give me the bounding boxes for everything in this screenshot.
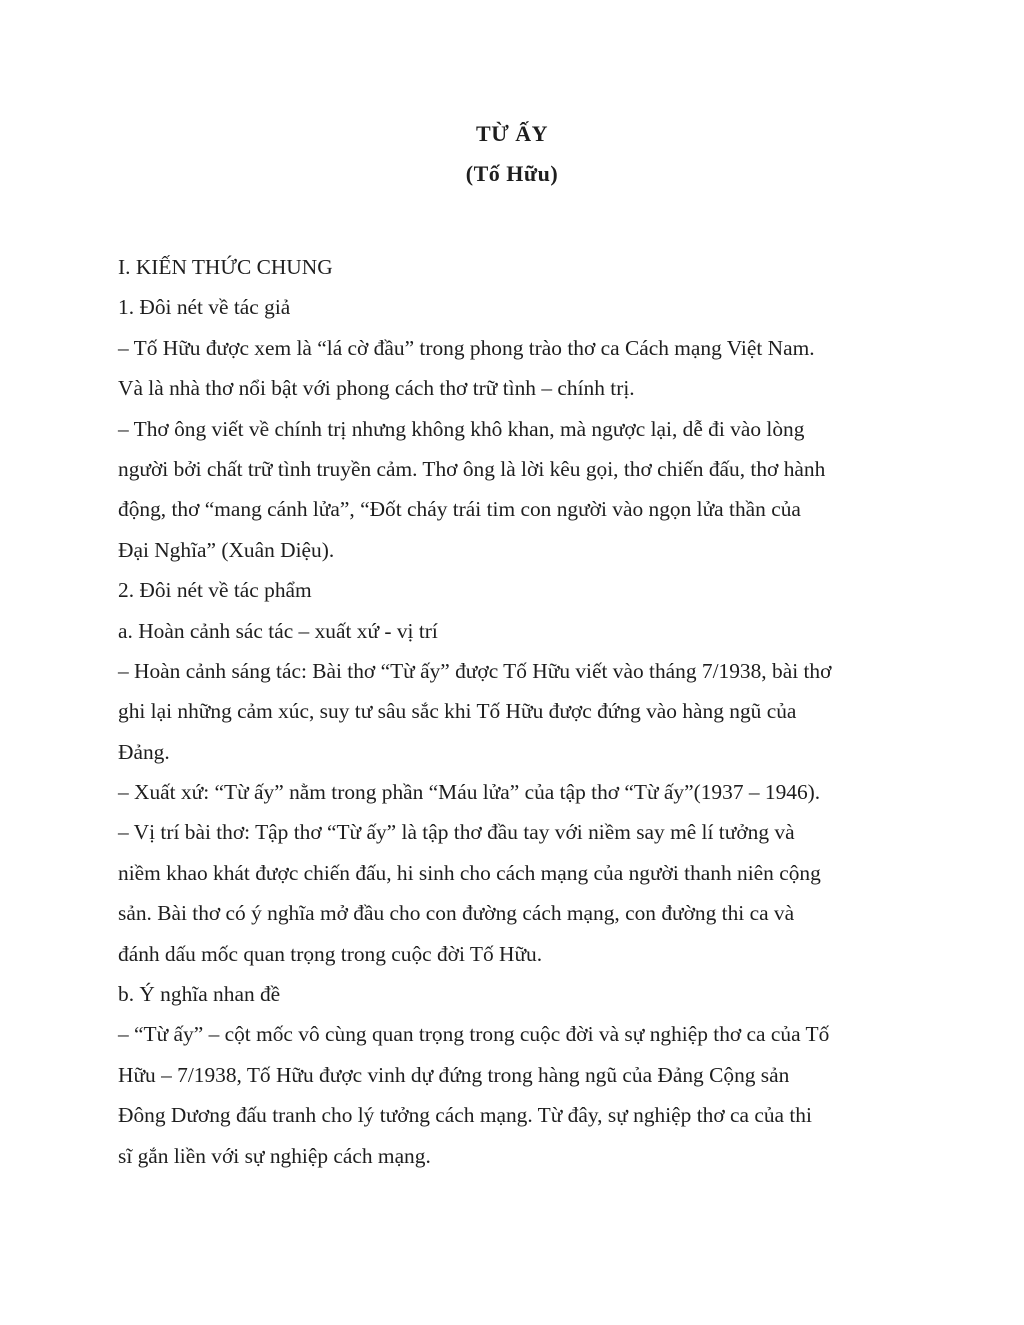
paragraph-line: – Thơ ông viết về chính trị nhưng không khô khan, mà ngược lại, dễ đi vào lòng	[118, 416, 805, 441]
subsection-heading: a. Hoàn cảnh sác tác – xuất xứ - vị trí	[118, 618, 438, 643]
paragraph-line: Và là nhà thơ nổi bật với phong cách thơ trữ tình – chính trị.	[118, 376, 635, 401]
paragraph-line: ghi lại những cảm xúc, suy tư sâu sắc khi Tố Hữu được đứng vào hàng ngũ của	[118, 699, 797, 724]
subsection-heading: b. Ý nghĩa nhan đề	[118, 982, 281, 1007]
paragraph-line: Hữu – 7/1938, Tố Hữu được vinh dự đứng trong hàng ngũ của Đảng Cộng sản	[118, 1062, 790, 1087]
paragraph-line: – Xuất xứ: “Từ ấy” nằm trong phần “Máu lửa” của tập thơ “Từ ấy”(1937 – 1946).	[118, 780, 821, 805]
paragraph-line: niềm khao khát được chiến đấu, hi sinh cho cách mạng của người thanh niên cộng	[118, 860, 821, 885]
section-heading: I. KIẾN THỨC CHUNG	[118, 255, 333, 279]
subsection-heading: 2. Đôi nét về tác phẩm	[118, 578, 312, 603]
paragraph-line: sĩ gắn liền với sự nghiệp cách mạng.	[118, 1143, 431, 1168]
paragraph-line: Đông Dương đấu tranh cho lý tưởng cách mạng. Từ đây, sự nghiệp thơ ca của thi	[118, 1103, 812, 1128]
paragraph-line: Đảng.	[118, 739, 170, 764]
paragraph-line: – Vị trí bài thơ: Tập thơ “Từ ấy” là tập thơ đầu tay với niềm say mê lí tưởng và	[118, 820, 795, 845]
paragraph-line: người bởi chất trữ tình truyền cảm. Thơ ông là lời kêu gọi, thơ chiến đấu, thơ hành	[118, 456, 826, 481]
paragraph-line: Đại Nghĩa” (Xuân Diệu).	[118, 537, 335, 562]
document-author: (Tố Hữu)	[465, 161, 559, 186]
paragraph-line: – Tố Hữu được xem là “lá cờ đầu” trong phong trào thơ ca Cách mạng Việt Nam.	[118, 335, 815, 360]
paragraph-line: – Hoàn cảnh sáng tác: Bài thơ “Từ ấy” được Tố Hữu viết vào tháng 7/1938, bài thơ	[118, 658, 832, 683]
paragraph-line: – “Từ ấy” – cột mốc vô cùng quan trọng trong cuộc đời và sự nghiệp thơ ca của Tố	[118, 1022, 830, 1047]
paragraph-line: sản. Bài thơ có ý nghĩa mở đầu cho con đường cách mạng, con đường thi ca và	[118, 901, 795, 926]
subsection-heading: 1. Đôi nét về tác giả	[118, 295, 291, 320]
paragraph-line: đánh dấu mốc quan trọng trong cuộc đời Tố Hữu.	[118, 941, 543, 966]
document-title: TỪ ẤY	[476, 121, 548, 146]
document-body	[118, 247, 918, 1176]
paragraph-line: động, thơ “mang cánh lửa”, “Đốt cháy trái tim con người vào ngọn lửa thần của	[118, 497, 801, 522]
